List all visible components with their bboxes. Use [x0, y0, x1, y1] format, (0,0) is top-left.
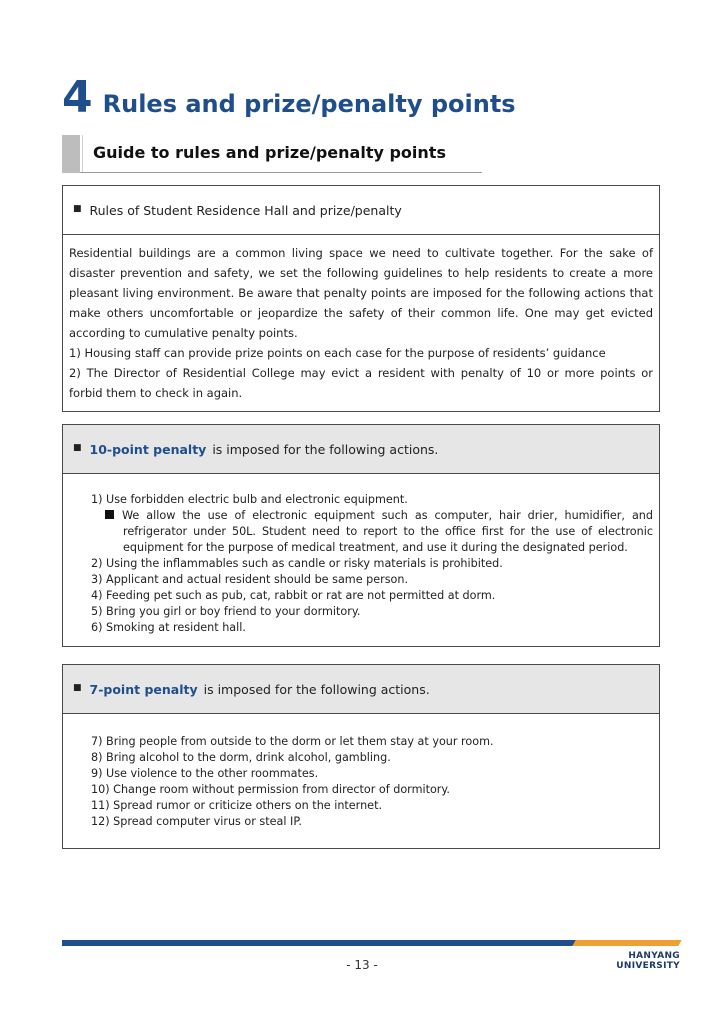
- rules-paragraph: Residential buildings are a common living space we need to cultivate together. For the sake of disaster prevention and safety, we set the following guidelines to help residents to create a more pleasant living environment. Be aware that penalty points are imposed for the following actions that make others uncomfortable or jeopardize the safety of their common life. One may get evicted according to cumulative penalty points.: [69, 246, 653, 340]
- list-item: 5) Bring you girl or boy friend to your dormitory.: [91, 605, 361, 618]
- seven-point-list: [63, 714, 659, 848]
- footer-blue-bar: [62, 940, 582, 946]
- chapter-heading: [62, 72, 516, 128]
- ten-point-highlight: 10-point penalty: [89, 441, 207, 457]
- square-bullet-icon: ■: [73, 443, 82, 453]
- square-bullet-icon: ■: [73, 204, 82, 214]
- list-item: 4) Feeding pet such as pub, cat, rabbit or rat are not permitted at dorm.: [91, 589, 496, 602]
- section-marker-bar: [62, 135, 80, 173]
- seven-point-highlight: 7-point penalty: [89, 681, 198, 697]
- list-item: 7) Bring people from outside to the dorm or let them stay at your room.: [91, 735, 494, 748]
- ten-point-heading-text: is imposed for the following actions.: [212, 441, 439, 457]
- section-divider: [82, 135, 83, 173]
- list-item: 9) Use violence to the other roommates.: [91, 767, 319, 780]
- list-item: 10) Change room without permission from director of dormitory.: [91, 783, 450, 796]
- chapter-title: Rules and prize/penalty points: [102, 90, 516, 118]
- section-underline: [80, 172, 482, 173]
- list-item: 6) Smoking at resident hall.: [91, 621, 246, 634]
- chapter-number: 4: [62, 72, 93, 123]
- list-item: 8) Bring alcohol to the dorm, drink alcohol, gambling.: [91, 751, 391, 764]
- rules-box: [62, 185, 660, 412]
- note-text: We allow the use of electronic equipment such as computer, hair drier, humidifier, and refrigerator under 50L. Student need to report to the office first for the use of electronic equipment for the purpose of medical treatment, and use it during the designated period.: [122, 509, 653, 554]
- rules-note-1: 1) Housing staff can provide prize points on each case for the purpose of residents’ guidance: [69, 346, 606, 360]
- list-item: 3) Applicant and actual resident should be same person.: [91, 573, 409, 586]
- rules-box-heading: Rules of Student Residence Hall and prize/penalty: [89, 202, 402, 218]
- rules-note-2: 2) The Director of Residential College may evict a resident with penalty of 10 or more points or forbid them to check in again.: [69, 366, 653, 400]
- square-bullet-icon: ■: [73, 683, 82, 693]
- section-heading: [62, 135, 482, 173]
- seven-point-header: [63, 665, 659, 714]
- footer-orange-bar: [572, 940, 681, 946]
- list-item: 1) Use forbidden electric bulb and electronic equipment.: [91, 493, 408, 506]
- page-number: - 13 -: [346, 958, 378, 972]
- ten-point-header: [63, 425, 659, 474]
- section-title: Guide to rules and prize/penalty points: [93, 143, 446, 162]
- seven-point-heading-text: is imposed for the following actions.: [203, 681, 430, 697]
- ten-point-list: [63, 474, 659, 646]
- rules-box-header: [63, 186, 659, 235]
- list-item: 2) Using the inflammables such as candle or risky materials is prohibited.: [91, 557, 503, 570]
- seven-point-box: [62, 664, 660, 849]
- list-item-note: [91, 508, 653, 556]
- ten-point-box: [62, 424, 660, 647]
- black-square-icon: [105, 510, 114, 519]
- list-item: 11) Spread rumor or criticize others on the internet.: [91, 799, 383, 812]
- brand-logo-text: HANYANG UNIVERSITY: [616, 951, 680, 971]
- list-item: 12) Spread computer virus or steal IP.: [91, 815, 302, 828]
- rules-box-body: [63, 235, 659, 411]
